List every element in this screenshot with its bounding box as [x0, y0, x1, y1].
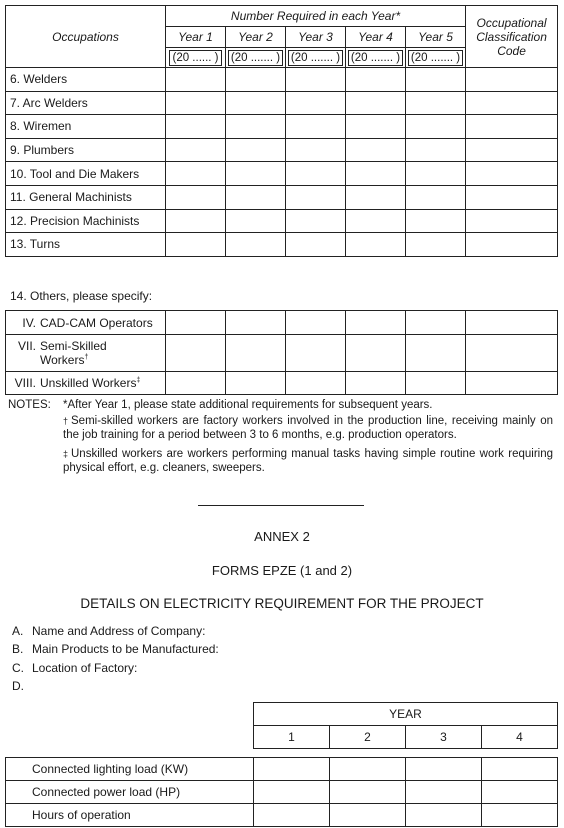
load-label: Hours of operation	[6, 804, 254, 827]
entry-cell[interactable]	[346, 91, 406, 115]
entry-cell[interactable]	[226, 335, 286, 372]
entry-cell[interactable]	[286, 311, 346, 335]
code-cell[interactable]	[466, 91, 558, 115]
item-d: D.	[12, 679, 24, 693]
table-row	[6, 209, 558, 233]
year-number: 1	[254, 726, 330, 749]
entry-cell[interactable]	[406, 91, 466, 115]
entry-cell[interactable]	[406, 233, 466, 257]
occ-code-line-3: Code	[497, 43, 526, 58]
entry-cell[interactable]	[166, 162, 226, 186]
table-row	[6, 372, 558, 395]
year-4-header: Year 4	[346, 27, 406, 48]
year-header: YEAR	[254, 703, 558, 726]
load-label: Connected power load (HP)	[6, 781, 254, 804]
other-occupation-label: VIII. Unskilled Workers‡	[6, 372, 166, 395]
year-5-header: Year 5	[406, 27, 466, 48]
note-year: *After Year 1, please state additional requirements for subsequent years.	[63, 399, 433, 411]
occupation-label: 6. Welders	[6, 68, 166, 92]
occupation-label: 12. Precision Machinists	[6, 209, 166, 233]
entry-cell[interactable]	[346, 138, 406, 162]
entry-cell[interactable]	[254, 804, 330, 827]
table-row	[6, 185, 558, 209]
year-3-header: Year 3	[286, 27, 346, 48]
entry-cell[interactable]	[226, 115, 286, 139]
year-2-field[interactable]: (20 ....... )	[226, 48, 286, 68]
entry-cell[interactable]	[406, 162, 466, 186]
year-1-header: Year 1	[166, 27, 226, 48]
entry-cell[interactable]	[226, 311, 286, 335]
entry-cell[interactable]	[286, 91, 346, 115]
note-semi-skilled: † Semi-skilled workers are factory workers involved in the production line, receiving mainly on the job training for a period between 3 to 6 months, e.g. production operators.	[63, 415, 553, 441]
entry-cell[interactable]	[406, 185, 466, 209]
year-number: 3	[406, 726, 482, 749]
table-row	[6, 335, 558, 372]
table-row	[6, 804, 558, 827]
entry-cell[interactable]	[482, 758, 558, 781]
occupation-label: 13. Turns	[6, 233, 166, 257]
entry-cell[interactable]	[286, 233, 346, 257]
occupation-label: 11. General Machinists	[6, 185, 166, 209]
entry-cell[interactable]	[330, 804, 406, 827]
year-5-field[interactable]: (20 ....... )	[406, 48, 466, 68]
item-a: A. Name and Address of Company:	[12, 624, 206, 638]
entry-cell[interactable]	[226, 185, 286, 209]
number-required-header: Number Required in each Year*	[166, 6, 466, 27]
code-cell[interactable]	[466, 162, 558, 186]
entry-cell[interactable]	[406, 209, 466, 233]
table-row	[6, 115, 558, 139]
entry-cell[interactable]	[166, 372, 226, 395]
entry-cell[interactable]	[166, 209, 226, 233]
load-label: Connected lighting load (KW)	[6, 758, 254, 781]
entry-cell[interactable]	[226, 91, 286, 115]
entry-cell[interactable]	[166, 115, 226, 139]
entry-cell[interactable]	[346, 311, 406, 335]
entry-cell[interactable]	[346, 162, 406, 186]
entry-cell[interactable]	[226, 68, 286, 92]
code-cell[interactable]	[466, 311, 558, 335]
entry-cell[interactable]	[286, 68, 346, 92]
entry-cell[interactable]	[406, 781, 482, 804]
table-row	[6, 311, 558, 335]
entry-cell[interactable]	[166, 68, 226, 92]
others-table	[5, 310, 558, 395]
code-cell[interactable]	[466, 115, 558, 139]
entry-cell[interactable]	[286, 115, 346, 139]
year-2-header: Year 2	[226, 27, 286, 48]
entry-cell[interactable]	[166, 311, 226, 335]
table-row	[6, 781, 558, 804]
entry-cell[interactable]	[226, 233, 286, 257]
entry-cell[interactable]	[226, 138, 286, 162]
entry-cell[interactable]	[406, 138, 466, 162]
table-row	[6, 233, 558, 257]
entry-cell[interactable]	[482, 804, 558, 827]
entry-cell[interactable]	[346, 372, 406, 395]
entry-cell[interactable]	[166, 138, 226, 162]
entry-cell[interactable]	[166, 185, 226, 209]
entry-cell[interactable]	[226, 372, 286, 395]
note-unskilled: ‡ Unskilled workers are workers performing manual tasks having simple routine work requiring physical effort, e.g. cleaners, sweepers.	[63, 448, 553, 474]
year-3-field[interactable]: (20 ....... )	[286, 48, 346, 68]
table-row	[6, 162, 558, 186]
entry-cell[interactable]	[286, 335, 346, 372]
code-cell[interactable]	[466, 335, 558, 372]
occupation-label: 9. Plumbers	[6, 138, 166, 162]
code-cell[interactable]	[466, 372, 558, 395]
entry-cell[interactable]	[346, 185, 406, 209]
entry-cell[interactable]	[346, 335, 406, 372]
entry-cell[interactable]	[406, 115, 466, 139]
electricity-table	[5, 702, 558, 827]
other-occupation-label: VII. Semi-Skilled Workers†	[6, 335, 166, 372]
entry-cell[interactable]	[166, 233, 226, 257]
table-row	[6, 138, 558, 162]
table-row	[6, 758, 558, 781]
occ-code-line-2: Classification	[476, 29, 547, 44]
entry-cell[interactable]	[330, 758, 406, 781]
occupations-header: Occupations	[6, 6, 166, 68]
code-cell[interactable]	[466, 185, 558, 209]
entry-cell[interactable]	[254, 781, 330, 804]
year-4-field[interactable]: (20 ....... )	[346, 48, 406, 68]
year-number: 2	[330, 726, 406, 749]
entry-cell[interactable]	[226, 162, 286, 186]
entry-cell[interactable]	[254, 758, 330, 781]
entry-cell[interactable]	[346, 233, 406, 257]
item-b: B. Main Products to be Manufactured:	[12, 642, 219, 656]
entry-cell[interactable]	[166, 91, 226, 115]
table-row	[6, 68, 558, 92]
annex-title: ANNEX 2	[254, 529, 310, 544]
occupation-label: 10. Tool and Die Makers	[6, 162, 166, 186]
occ-code-line-1: Occupational	[476, 15, 547, 30]
code-cell[interactable]	[466, 233, 558, 257]
details-title: DETAILS ON ELECTRICITY REQUIREMENT FOR THE PROJECT	[80, 596, 484, 611]
entry-cell[interactable]	[286, 185, 346, 209]
occupational-code-header	[466, 6, 558, 68]
item-c: C. Location of Factory:	[12, 661, 138, 675]
occupation-label: 8. Wiremen	[6, 115, 166, 139]
entry-cell[interactable]	[166, 335, 226, 372]
entry-cell[interactable]	[286, 209, 346, 233]
entry-cell[interactable]	[330, 781, 406, 804]
table-row	[6, 91, 558, 115]
entry-cell[interactable]	[406, 372, 466, 395]
code-cell[interactable]	[466, 209, 558, 233]
forms-title: FORMS EPZE (1 and 2)	[211, 563, 353, 578]
entry-cell[interactable]	[346, 209, 406, 233]
occupation-label: 7. Arc Welders	[6, 91, 166, 115]
entry-cell[interactable]	[286, 138, 346, 162]
entry-cell[interactable]	[406, 804, 482, 827]
entry-cell[interactable]	[346, 68, 406, 92]
occupations-table	[5, 5, 558, 257]
entry-cell[interactable]	[286, 162, 346, 186]
entry-cell[interactable]	[406, 758, 482, 781]
year-number: 4	[482, 726, 558, 749]
entry-cell[interactable]	[406, 68, 466, 92]
code-cell[interactable]	[466, 138, 558, 162]
entry-cell[interactable]	[406, 335, 466, 372]
section-divider	[198, 505, 364, 506]
year-1-field[interactable]: (20 ...... )	[166, 48, 226, 68]
entry-cell[interactable]	[406, 311, 466, 335]
notes-label: NOTES:	[8, 399, 51, 411]
entry-cell[interactable]	[346, 115, 406, 139]
entry-cell[interactable]	[286, 372, 346, 395]
other-occupation-label: IV. CAD-CAM Operators	[6, 311, 166, 335]
entry-cell[interactable]	[482, 781, 558, 804]
entry-cell[interactable]	[226, 209, 286, 233]
code-cell[interactable]	[466, 68, 558, 92]
others-label: 14. Others, please specify:	[10, 289, 153, 303]
